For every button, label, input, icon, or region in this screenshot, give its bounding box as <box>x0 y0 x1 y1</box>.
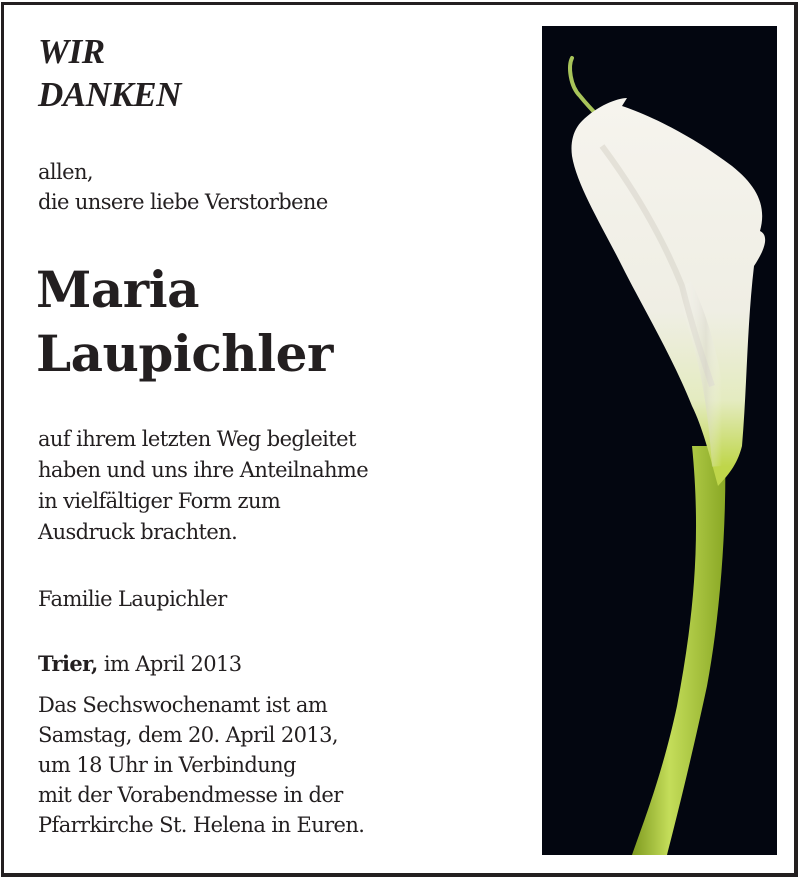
place-date <box>38 649 242 679</box>
heading-line-1: WIR <box>38 32 105 71</box>
place: Trier, <box>38 651 98 676</box>
service-info <box>38 690 364 840</box>
service-line-1: Das Sechswochenamt ist am <box>38 693 328 717</box>
date: im April 2013 <box>97 652 242 676</box>
deceased-name <box>36 258 333 386</box>
heading-line-2: DANKEN <box>38 75 181 114</box>
body-line-3: in vielfältiger Form zum <box>38 489 281 513</box>
calla-lily-icon <box>542 26 777 855</box>
signature: Familie Laupichler <box>38 587 227 611</box>
intro-text <box>38 157 328 217</box>
service-line-5: Pfarrkirche St. Helena in Euren. <box>38 813 365 837</box>
service-line-2: Samstag, dem 20. April 2013, <box>38 723 338 747</box>
body-line-2: haben und uns ihre Anteilnahme <box>38 458 369 482</box>
first-name: Maria <box>36 260 199 319</box>
intro-line-2: die unsere liebe Verstorbene <box>38 190 328 214</box>
thanks-body <box>38 424 368 548</box>
intro-line-1: allen, <box>38 160 93 184</box>
last-name: Laupichler <box>36 324 333 383</box>
service-line-3: um 18 Uhr in Verbindung <box>38 753 296 777</box>
body-line-4: Ausdruck brachten. <box>38 520 238 544</box>
calla-lily-photo <box>542 26 777 855</box>
body-line-1: auf ihrem letzten Weg begleitet <box>38 427 356 451</box>
service-line-4: mit der Vorabendmesse in der <box>38 783 343 807</box>
heading-wir-danken <box>38 30 181 116</box>
